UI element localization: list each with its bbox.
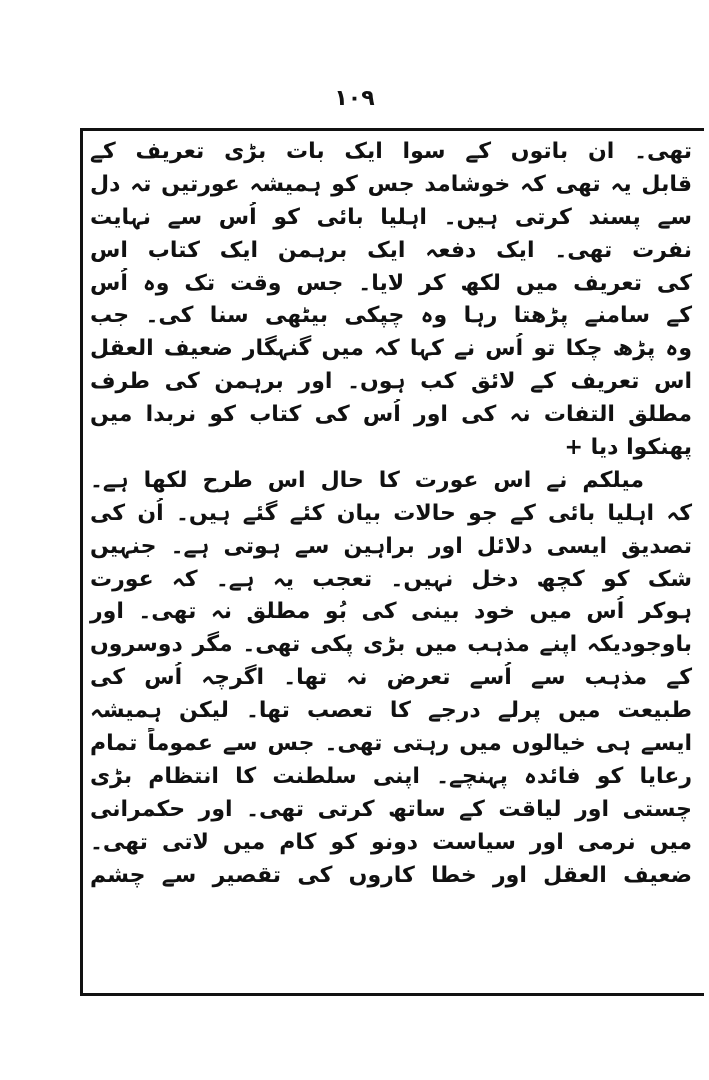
text-line: وہ پڑھ چکا تو اُس نے کہا کہ میں گنہگار ضعیف العقل	[90, 336, 692, 362]
text-line: تصدیق ایسی دلائل اور براہین سے ہوتی ہے۔ جنہیں	[90, 533, 692, 559]
text-line: نفرت تھی۔ ایک دفعہ ایک برہمن ایک کتاب اس	[90, 237, 692, 263]
text-line: ضعیف العقل اور خطا کاروں کی تقصیر سے چشم	[90, 862, 692, 888]
page-number: ۱۰۹	[334, 86, 375, 111]
text-line: قابل یہ تھی کہ خوشامد جس کو ہمیشہ عورتیں تہ دل	[90, 171, 692, 197]
text-line: رعایا کو فائدہ پہنچے۔ اپنی سلطنت کا انتظام بڑی	[90, 763, 692, 789]
text-line: چستی اور لیاقت کے ساتھ کرتی تھی۔ اور حکمرانی	[90, 796, 692, 822]
text-line: کہ اہلیا بائی کے جو حالات بیان کئے گئے ہیں۔ اُن کی	[90, 500, 692, 526]
text-line: ہوکر اُس میں خود بینی کی بُو مطلق نہ تھی۔ اور	[90, 599, 692, 625]
text-line: سے پسند کرتی ہیں۔ اہلیا بائی کو اُس سے نہایت	[90, 204, 692, 230]
text-line: کی تعریف میں لکھ کر لایا۔ جس وقت تک وہ اُس	[90, 270, 692, 296]
text-line: شک کو کچھ دخل نہیں۔ تعجب یہ ہے۔ کہ عورت	[90, 566, 692, 592]
text-line: طبیعت میں پرلے درجے کا تعصب تھا۔ لیکن ہمیشہ	[90, 698, 692, 724]
text-line: باوجودیکہ اپنے مذہب میں بڑی پکی تھی۔ مگر دوسروں	[90, 632, 692, 658]
text-line: ایسے ہی خیالوں میں رہتی تھی۔ جس سے عموماً تمام	[90, 731, 692, 757]
text-line: تھی۔ ان باتوں کے سوا ایک بات بڑی تعریف کے	[90, 139, 692, 164]
text-line: مطلق التفات نہ کی اور اُس کی کتاب کو نربدا میں	[90, 402, 692, 428]
paragraph-end-line: پھنکوا دیا +	[564, 435, 692, 461]
paragraph-start-line: میلکم نے اس عورت کا حال اس طرح لکھا ہے۔	[90, 467, 644, 493]
page-body	[86, 136, 702, 892]
text-line: کے مذہب سے اُسے تعرض نہ تھا۔ اگرچہ اُس کی	[90, 665, 692, 691]
text-line: اس تعریف کے لائق کب ہوں۔ اور برہمن کی طرف	[90, 369, 692, 395]
text-line: میں نرمی اور سیاست دونو کو کام میں لاتی تھی۔	[90, 829, 692, 855]
text-line: کے سامنے پڑھتا رہا وہ چپکی بیٹھی سنا کی۔ جب	[90, 303, 692, 329]
